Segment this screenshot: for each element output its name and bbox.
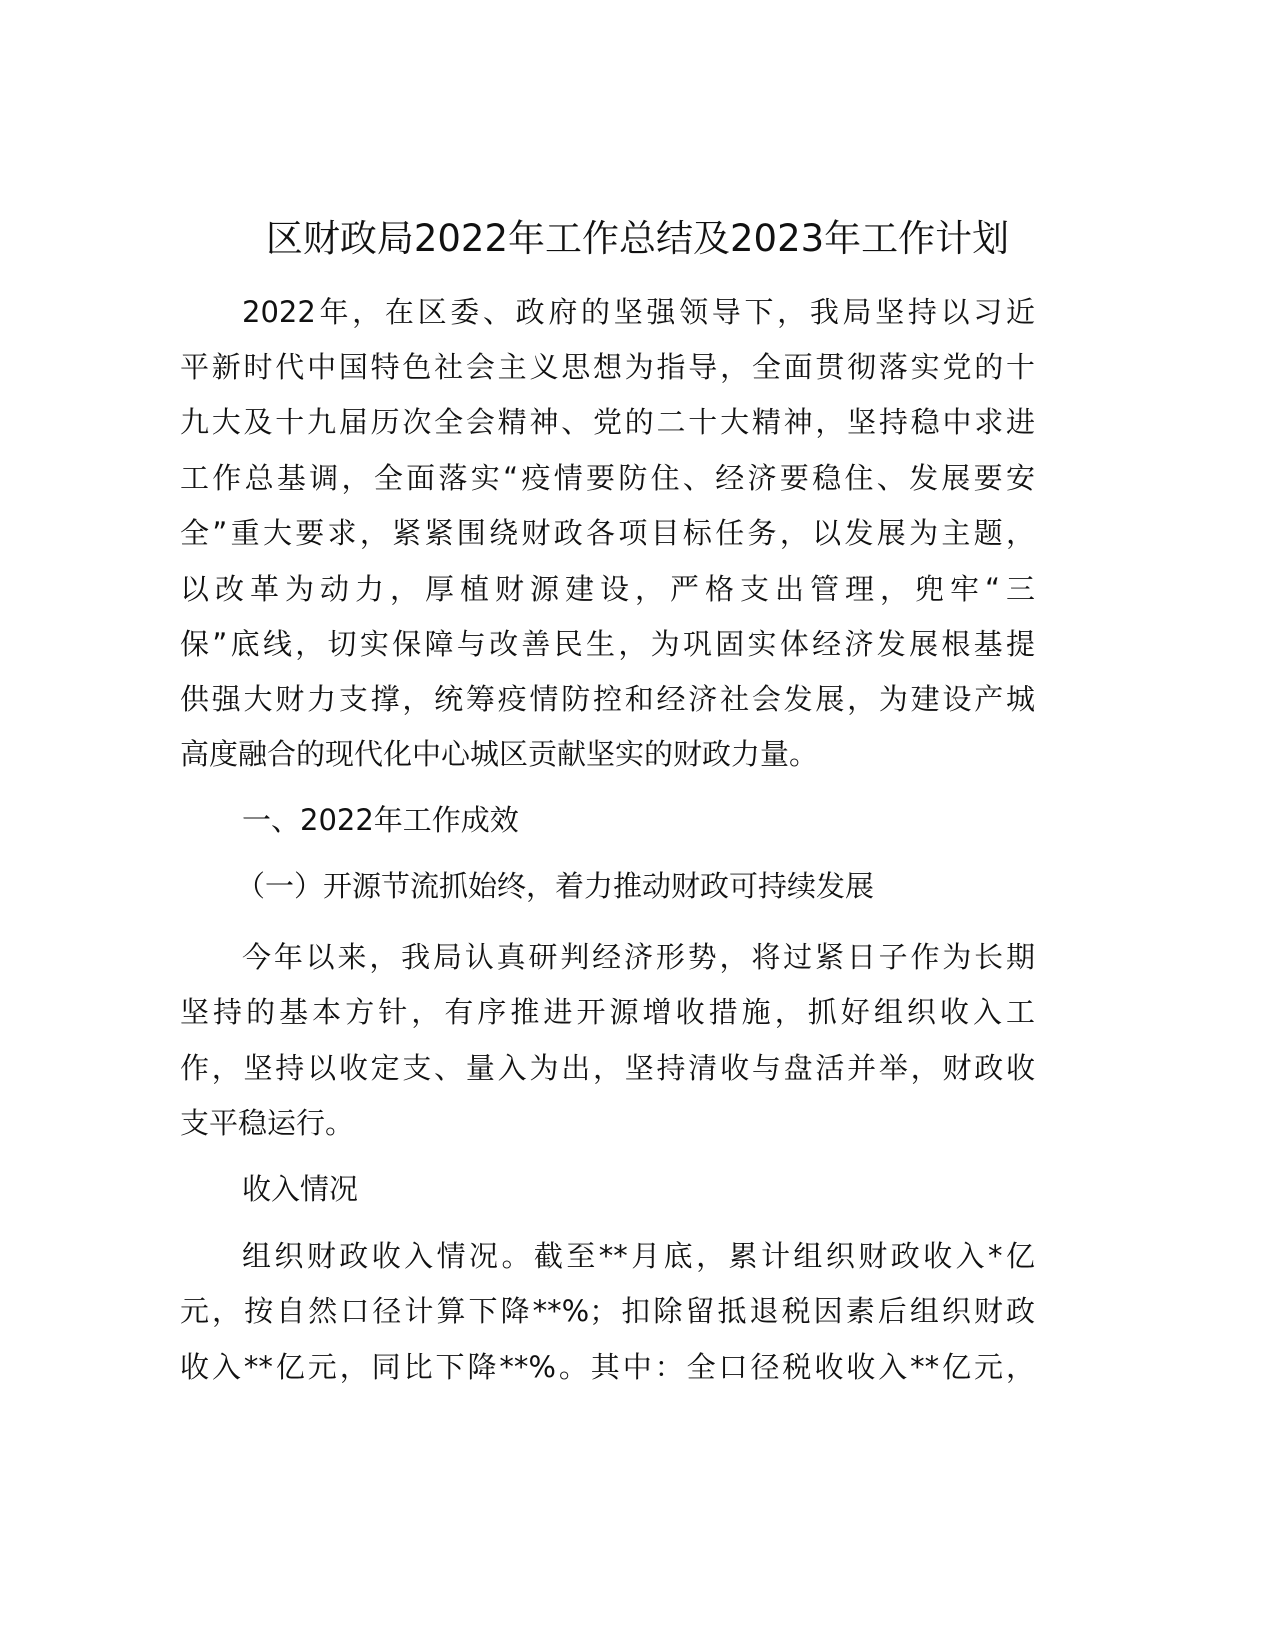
paragraph-line: 以改革为动力，厚植财源建设，严格支出管理，兜牢“三 [180, 572, 1035, 606]
paragraph-line: 2022年，在区委、政府的坚强领导下，我局坚持以习近 [242, 295, 1035, 329]
paragraph-line: 组织财政收入情况。截至**月底，累计组织财政收入*亿 [242, 1239, 1035, 1273]
paragraph-line: 九大及十九届历次全会精神、党的二十大精神，坚持稳中求进 [180, 405, 1035, 439]
section-heading: 一、2022年工作成效 [242, 803, 519, 837]
subheading: 收入情况 [242, 1172, 359, 1206]
paragraph-line: 作，坚持以收定支、量入为出，坚持清收与盘活并举，财政收 [180, 1051, 1035, 1085]
paragraph-line: 收入**亿元，同比下降**%。其中：全口径税收收入**亿元， [180, 1350, 1035, 1384]
paragraph-line: 供强大财力支撑，统筹疫情防控和经济社会发展，为建设产城 [180, 682, 1035, 716]
paragraph-line: 保”底线，切实保障与改善民生，为巩固实体经济发展根基提 [180, 627, 1035, 661]
subsection-heading: （一）开源节流抓始终，着力推动财政可持续发展 [236, 869, 875, 903]
paragraph-line: 支平稳运行。 [180, 1106, 355, 1140]
paragraph-line: 元，按自然口径计算下降**%；扣除留抵退税因素后组织财政 [180, 1294, 1035, 1328]
paragraph-line: 工作总基调，全面落实“疫情要防住、经济要稳住、发展要安 [180, 461, 1035, 495]
paragraph-line: 全”重大要求，紧紧围绕财政各项目标任务，以发展为主题， [180, 516, 1035, 550]
paragraph-line: 坚持的基本方针，有序推进开源增收措施，抓好组织收入工 [180, 995, 1035, 1029]
paragraph-line: 高度融合的现代化中心城区贡献坚实的财政力量。 [180, 737, 819, 771]
document-title: 区财政局2022年工作总结及2023年工作计划 [265, 217, 1010, 260]
paragraph-line: 今年以来，我局认真研判经济形势，将过紧日子作为长期 [242, 940, 1035, 974]
paragraph-line: 平新时代中国特色社会主义思想为指导，全面贯彻落实党的十 [180, 350, 1035, 384]
